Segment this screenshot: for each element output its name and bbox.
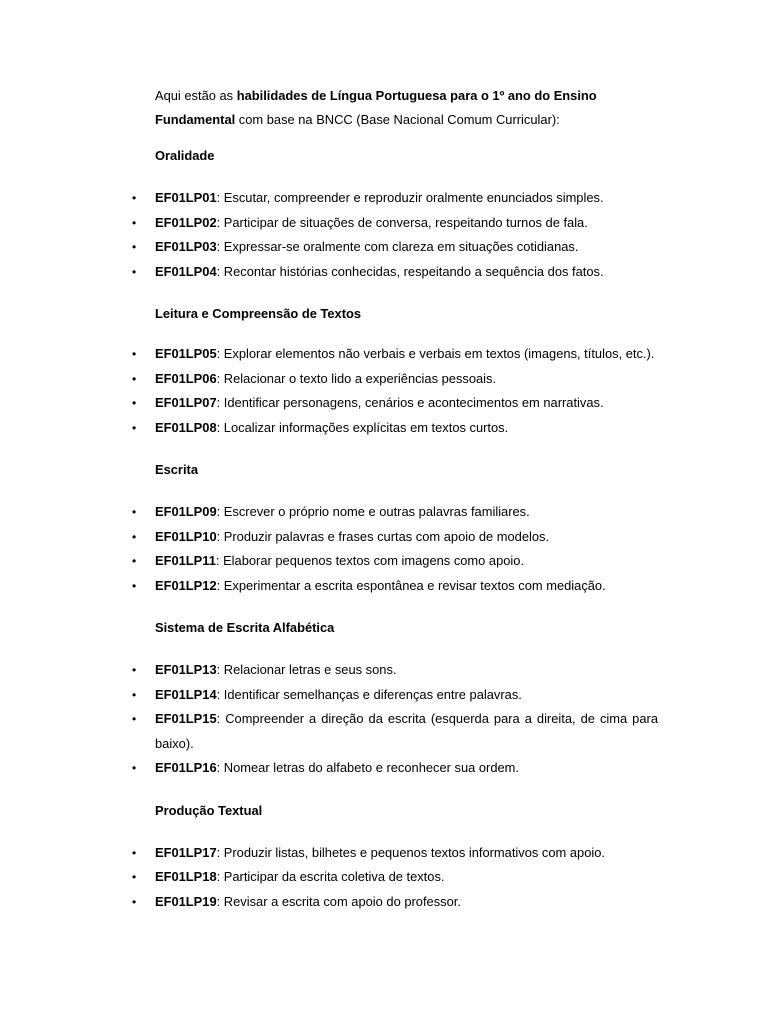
skill-code: EF01LP07 [155, 395, 217, 410]
bullet-icon: • [132, 264, 137, 279]
skill-code: EF01LP12 [155, 577, 217, 593]
list-item [132, 342, 658, 367]
skill-code: EF01LP08 [155, 419, 217, 435]
list-item [132, 391, 658, 416]
skill-description: : Nomear letras do alfabeto e reconhecer sua ordem. [216, 760, 520, 775]
bullet-icon: • [132, 845, 137, 860]
section-title: Oralidade [155, 148, 215, 163]
bullet-icon: • [132, 505, 137, 519]
section-list [132, 841, 658, 915]
skill-description: : Recontar histórias conhecidas, respeitando a sequência dos fatos. [216, 263, 604, 279]
bullet-icon: • [132, 554, 137, 568]
bullet-icon: • [132, 687, 137, 702]
bullet-icon: • [132, 215, 137, 230]
list-item [132, 756, 658, 781]
skill-description: : Escrever o próprio nome e outras palavras familiares. [216, 504, 530, 519]
list-item [132, 841, 658, 866]
skill-code: EF01LP02 [155, 214, 217, 230]
skill-code: EF01LP03 [155, 239, 217, 254]
skill-code: EF01LP19 [155, 893, 217, 909]
bullet-icon: • [132, 663, 137, 677]
bullet-icon: • [132, 240, 137, 254]
list-item [132, 235, 658, 260]
intro-text-start: Aqui estão as [155, 88, 237, 103]
section-title: Produção Textual [155, 802, 263, 818]
skill-code: EF01LP05 [155, 346, 217, 361]
list-item [132, 707, 658, 756]
section-title: Sistema de Escrita Alfabética [155, 620, 335, 635]
bullet-icon: • [132, 761, 137, 775]
list-item [132, 416, 658, 441]
skill-description: : Relacionar o texto lido a experiências pessoais. [216, 370, 497, 386]
list-item [132, 211, 658, 236]
list-item [132, 186, 658, 211]
skill-code: EF01LP18 [155, 869, 217, 884]
bullet-icon: • [132, 420, 137, 435]
list-item [132, 549, 658, 574]
section-list [132, 500, 658, 598]
skill-description: : Revisar a escrita com apoio do professor. [216, 893, 461, 909]
skill-description: : Experimentar a escrita espontânea e revisar textos com mediação. [216, 577, 606, 593]
list-item [132, 683, 658, 708]
bullet-icon: • [132, 578, 137, 593]
section-title: Escrita [155, 462, 198, 477]
list-item [132, 367, 658, 392]
skill-description: : Produzir listas, bilhetes e pequenos textos informativos com apoio. [216, 844, 605, 860]
skill-code: EF01LP01 [155, 190, 217, 205]
document-body [132, 84, 658, 914]
bullet-icon: • [132, 529, 137, 544]
skill-code: EF01LP15 [155, 711, 217, 726]
section-list [132, 186, 658, 284]
section-list [132, 658, 658, 781]
list-item [132, 865, 658, 890]
bullet-icon: • [132, 191, 137, 205]
skill-code: EF01LP09 [155, 504, 217, 519]
skill-code: EF01LP14 [155, 686, 217, 702]
skill-description: : Localizar informações explícitas em textos curtos. [216, 419, 509, 435]
skill-code: EF01LP10 [155, 528, 217, 544]
skill-description: : Identificar semelhanças e diferenças entre palavras. [216, 686, 522, 702]
bullet-icon: • [132, 371, 137, 386]
intro-text-end: com base na BNCC (Base Nacional Comum Curricular): [235, 112, 560, 127]
skill-description: : Participar da escrita coletiva de textos. [216, 869, 445, 884]
list-item [132, 260, 658, 285]
sections-container [132, 144, 658, 914]
bullet-icon: • [132, 396, 137, 410]
skill-description: : Escutar, compreender e reproduzir oralmente enunciados simples. [216, 190, 604, 205]
skill-code: EF01LP06 [155, 370, 217, 386]
skill-description: : Produzir palavras e frases curtas com apoio de modelos. [216, 528, 550, 544]
list-item [132, 574, 658, 599]
skill-description: : Compreender a direção da escrita (esquerda para a direita, de cima para baixo). [155, 711, 658, 751]
list-item [132, 890, 658, 915]
section-title: Leitura e Compreensão de Textos [155, 306, 362, 321]
list-item [132, 658, 658, 683]
skill-code: EF01LP04 [155, 263, 217, 279]
intro-bold-text: habilidades de Língua Portuguesa para o 1º ano do Ensino Fundamental [155, 88, 597, 127]
skill-description: : Identificar personagens, cenários e acontecimentos em narrativas. [216, 395, 604, 410]
skill-description: : Relacionar letras e seus sons. [216, 662, 397, 677]
skill-description: : Expressar-se oralmente com clareza em situações cotidianas. [216, 239, 579, 254]
bullet-icon: • [132, 894, 137, 909]
section-list [132, 342, 658, 440]
skill-code: EF01LP13 [155, 662, 217, 677]
skill-description: : Elaborar pequenos textos com imagens como apoio. [215, 553, 525, 568]
intro-paragraph [155, 84, 658, 132]
list-item [132, 500, 658, 525]
skill-code: EF01LP17 [155, 844, 217, 860]
skill-code: EF01LP11 [155, 553, 216, 568]
skill-description: : Explorar elementos não verbais e verbais em textos (imagens, títulos, etc.). [216, 346, 655, 361]
skill-code: EF01LP16 [155, 760, 217, 775]
skill-description: : Participar de situações de conversa, respeitando turnos de fala. [216, 214, 588, 230]
bullet-icon: • [132, 870, 137, 884]
bullet-icon: • [132, 712, 137, 726]
list-item [132, 525, 658, 550]
bullet-icon: • [132, 347, 137, 361]
